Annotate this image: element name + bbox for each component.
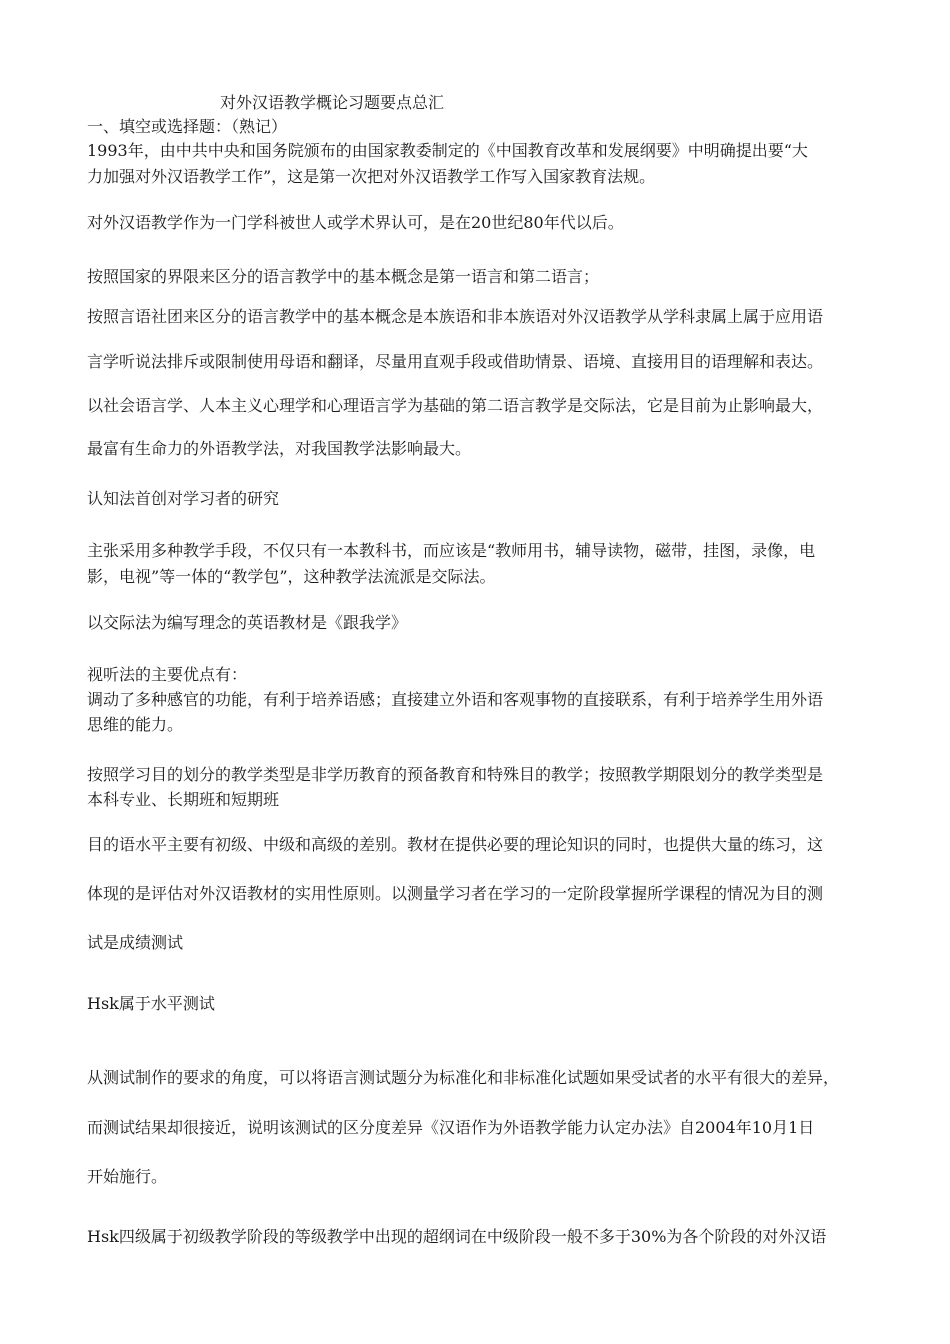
paragraph-line: 而测试结果却很接近，说明该测试的区分度差异《汉语作为外语教学能力认定办法》自2004年10月1日 [87,1118,815,1137]
paragraph-line: 按照国家的界限来区分的语言教学中的基本概念是第一语言和第二语言； [87,267,600,286]
document-title: 对外汉语教学概论习题要点总汇 [220,93,445,112]
paragraph-line: 1993年，由中共中央和国务院颁布的由国家教委制定的《中国教育改革和发展纲要》中明确提出要“大 [87,141,808,160]
paragraph-line: Hsk属于水平测试 [87,994,215,1013]
paragraph-line: 言学听说法排斥或限制使用母语和翻译，尽量用直观手段或借助情景、语境、直接用目的语理解和表达。 [87,352,824,371]
paragraph-line: 主张采用多种教学手段，不仅只有一本教科书，而应该是“教师用书，辅导读物，磁带，挂图，录像，电 [87,541,816,560]
paragraph-line: 按照言语社团来区分的语言教学中的基本概念是本族语和非本族语对外汉语教学从学科隶属上属于应用语 [87,307,824,326]
paragraph-line: 试是成绩测试 [87,933,184,952]
paragraph-line: 最富有生命力的外语教学法，对我国教学法影响最大。 [87,439,472,458]
paragraph-line: 开始施行。 [87,1167,168,1186]
paragraph-line: 调动了多种感官的功能，有利于培养语感；直接建立外语和客观事物的直接联系，有利于培养学生用外语 [87,690,824,709]
paragraph-line: 思维的能力。 [87,715,184,734]
paragraph-line: 力加强对外汉语教学工作”，这是第一次把对外汉语教学工作写入国家教育法规。 [87,167,656,186]
paragraph-line: 按照学习目的划分的教学类型是非学历教育的预备教育和特殊目的教学；按照教学期限划分的教学类型是 [87,765,824,784]
paragraph-line: 以社会语言学、人本主义心理学和心理语言学为基础的第二语言教学是交际法，它是目前为止影响最大， [87,396,824,415]
paragraph-line: 目的语水平主要有初级、中级和高级的差别。教材在提供必要的理论知识的同时，也提供大量的练习，这 [87,835,824,854]
paragraph-line: 本科专业、长期班和短期班 [87,790,280,809]
paragraph-line: 体现的是评估对外汉语教材的实用性原则。以测量学习者在学习的一定阶段掌握所学课程的情况为目的测 [87,884,824,903]
paragraph-line: 视听法的主要优点有： [87,665,248,684]
paragraph-line: 从测试制作的要求的角度，可以将语言测试题分为标准化和非标准化试题如果受试者的水平有很大的差异， [87,1068,840,1087]
paragraph-line: 影，电视”等一体的“教学包”，这种教学法流派是交际法。 [87,567,496,586]
paragraph-line: 对外汉语教学作为一门学科被世人或学术界认可，是在20世纪80年代以后。 [87,213,624,232]
paragraph-line: 认知法首创对学习者的研究 [87,489,280,508]
section-heading: 一、填空或选择题：（熟记） [87,117,288,136]
paragraph-line: Hsk四级属于初级教学阶段的等级教学中出现的超纲词在中级阶段一般不多于30%为各个阶段的对外汉语 [87,1227,827,1246]
paragraph-line: 以交际法为编写理念的英语教材是《跟我学》 [87,613,408,632]
